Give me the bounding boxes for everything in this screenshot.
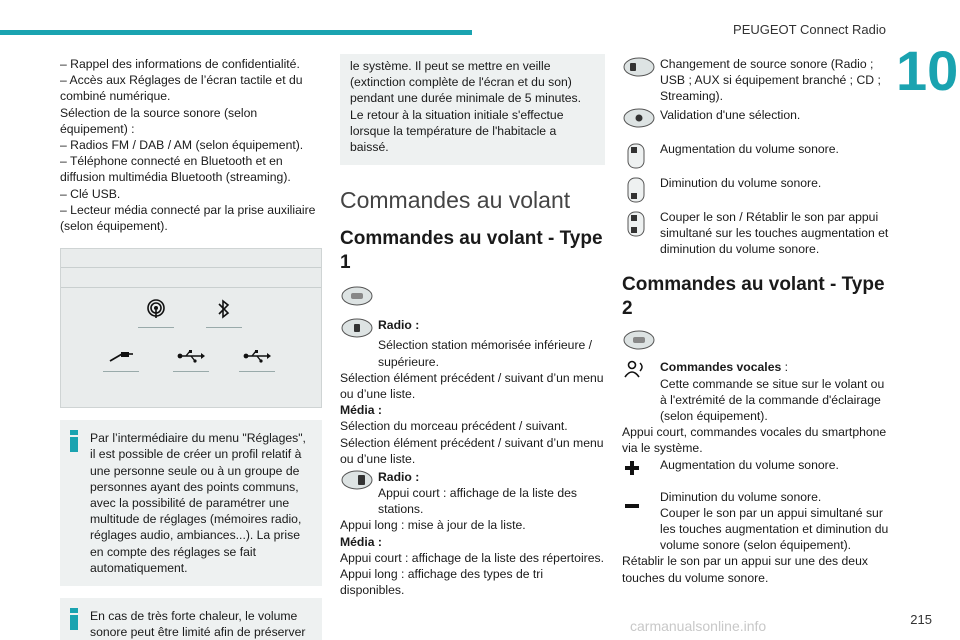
text: Sélection station mémorisée inférieure / supérieure.	[378, 338, 593, 369]
control-radio-1	[340, 317, 605, 339]
text: Appui court, commandes vocales du smartphone via le système.	[622, 425, 887, 456]
aux-cable-icon	[101, 349, 141, 366]
text-line: – Radios FM / DAB / AM (selon équipement).	[60, 138, 304, 153]
radio-icon	[136, 299, 176, 322]
text: Rétablir le son par un appui sur une des deux touches du volume sonore.	[622, 554, 868, 585]
watermark: carmanualsonline.info	[630, 618, 767, 634]
text: Diminution du volume sonore.	[660, 175, 822, 190]
label: Média :	[340, 534, 382, 549]
text: Sélection du morceau précédent / suivant.	[340, 419, 568, 434]
text: Appui court : affichage de la liste des stations.	[378, 486, 577, 517]
plus-icon	[624, 460, 640, 480]
wheel-control-icon	[340, 469, 374, 495]
info-box-heat	[60, 598, 322, 640]
label: Radio :	[378, 470, 420, 485]
column-3	[622, 56, 890, 586]
info-icon	[70, 430, 78, 452]
control-radio-2	[340, 469, 605, 491]
text: Couper le son / Rétablir le son par appui simultané sur les touches augmentation et diminution du volume sonore.	[660, 209, 889, 257]
volume-lever-icon	[622, 209, 652, 243]
text-line: – Rappel des informations de confidentialité.	[60, 57, 300, 71]
info-text: En cas de très forte chaleur, le volume sonore peut être limité afin de préserver	[90, 609, 306, 640]
control-volume-down	[622, 175, 890, 197]
steering-wheel-icon	[340, 285, 605, 311]
info-box-profiles	[60, 420, 322, 586]
info-text: le système. Il peut se mettre en veille (extinction complète de l'écran et du son) pendant une durée minimale de 5 minutes.	[350, 59, 582, 106]
subsection-title-type2: Commandes au volant - Type 2	[622, 274, 885, 320]
text: :	[781, 360, 789, 375]
text: Changement de source sonore (Radio ; USB ; AUX si équipement branché ; CD ; Streaming).	[660, 57, 881, 104]
wheel-control-icon	[340, 317, 374, 343]
chapter-number: 10	[896, 39, 959, 102]
column-2	[340, 54, 605, 598]
wheel-control-icon	[622, 56, 656, 82]
voice-command-icon	[622, 359, 652, 383]
text: Validation d'une sélection.	[660, 107, 801, 122]
text: Couper le son par un appui simultané sur les touches augmentation et diminution du volume sonore (selon équipement).	[660, 505, 889, 553]
control-validate	[622, 107, 890, 129]
text: Augmentation du volume sonore.	[660, 457, 839, 472]
text: Diminution du volume sonore.	[660, 489, 822, 504]
volume-lever-icon	[622, 141, 652, 175]
header-accent-bar	[0, 30, 472, 35]
text: Cette commande se situe sur le volant ou à l'extrémité de la commande d'éclairage (selon équipement).	[660, 376, 885, 424]
column-1	[60, 56, 322, 640]
source-screen-illustration	[60, 248, 322, 408]
text: Augmentation du volume sonore.	[660, 141, 839, 156]
info-box-heat-continued	[340, 54, 605, 165]
control-minus	[622, 489, 890, 554]
text: Appui long : mise à jour de la liste.	[340, 518, 526, 533]
text: Sélection élément précédent / suivant d’un menu ou d’une liste.	[340, 370, 604, 402]
usb-icon	[171, 349, 211, 366]
text-line: Sélection de la source sonore (selon équipement) :	[60, 105, 258, 136]
info-text: Le retour à la situation initiale s'effectue lorsque la température de l'habitacle a baissé.	[350, 107, 564, 155]
volume-lever-icon	[622, 175, 652, 209]
label: Commandes vocales	[660, 360, 782, 375]
text: Appui court : affichage de la liste des répertoires.	[340, 550, 604, 565]
subsection-title-type1: Commandes au volant - Type 1	[340, 228, 603, 274]
text-line: – Accès aux Réglages de l’écran tactile et du combiné numérique.	[60, 73, 303, 104]
label: Radio :	[378, 318, 420, 333]
text-line: – Téléphone connecté en Bluetooth et en diffusion multimédia Bluetooth (streaming).	[60, 154, 291, 185]
steering-wheel-icon	[622, 329, 890, 355]
control-voice	[622, 359, 890, 424]
wheel-control-icon	[622, 107, 656, 133]
control-source	[622, 56, 890, 105]
info-icon	[70, 608, 78, 630]
control-volume-up	[622, 141, 890, 163]
control-plus	[622, 457, 890, 479]
text: Sélection élément précédent / suivant d’un menu ou d’une liste.	[340, 435, 604, 466]
bluetooth-icon	[204, 299, 244, 322]
info-text: Par l’intermédiaire du menu "Réglages", il est possible de créer un profil relatif à une personne seule ou à un groupe de personnes ayant des points communs, avec la possibilité de paramétrer une multitude de réglages (mémoires radio, réglages audio, ambiances...). La prise en compte des réglages se fait automatiquement.	[90, 431, 306, 575]
control-mute	[622, 209, 890, 258]
text: Appui long : affichage des types de tri disponibles.	[340, 567, 544, 598]
text-line: – Lecteur média connecté par la prise auxiliaire (selon équipement).	[60, 202, 316, 234]
minus-icon	[624, 497, 640, 513]
page-number: 215	[910, 612, 932, 627]
section-title: Commandes au volant	[340, 187, 571, 214]
text-line: – Clé USB.	[60, 186, 121, 201]
usb-icon	[237, 349, 277, 366]
running-header: PEUGEOT Connect Radio	[733, 22, 886, 37]
label: Média :	[340, 403, 382, 418]
